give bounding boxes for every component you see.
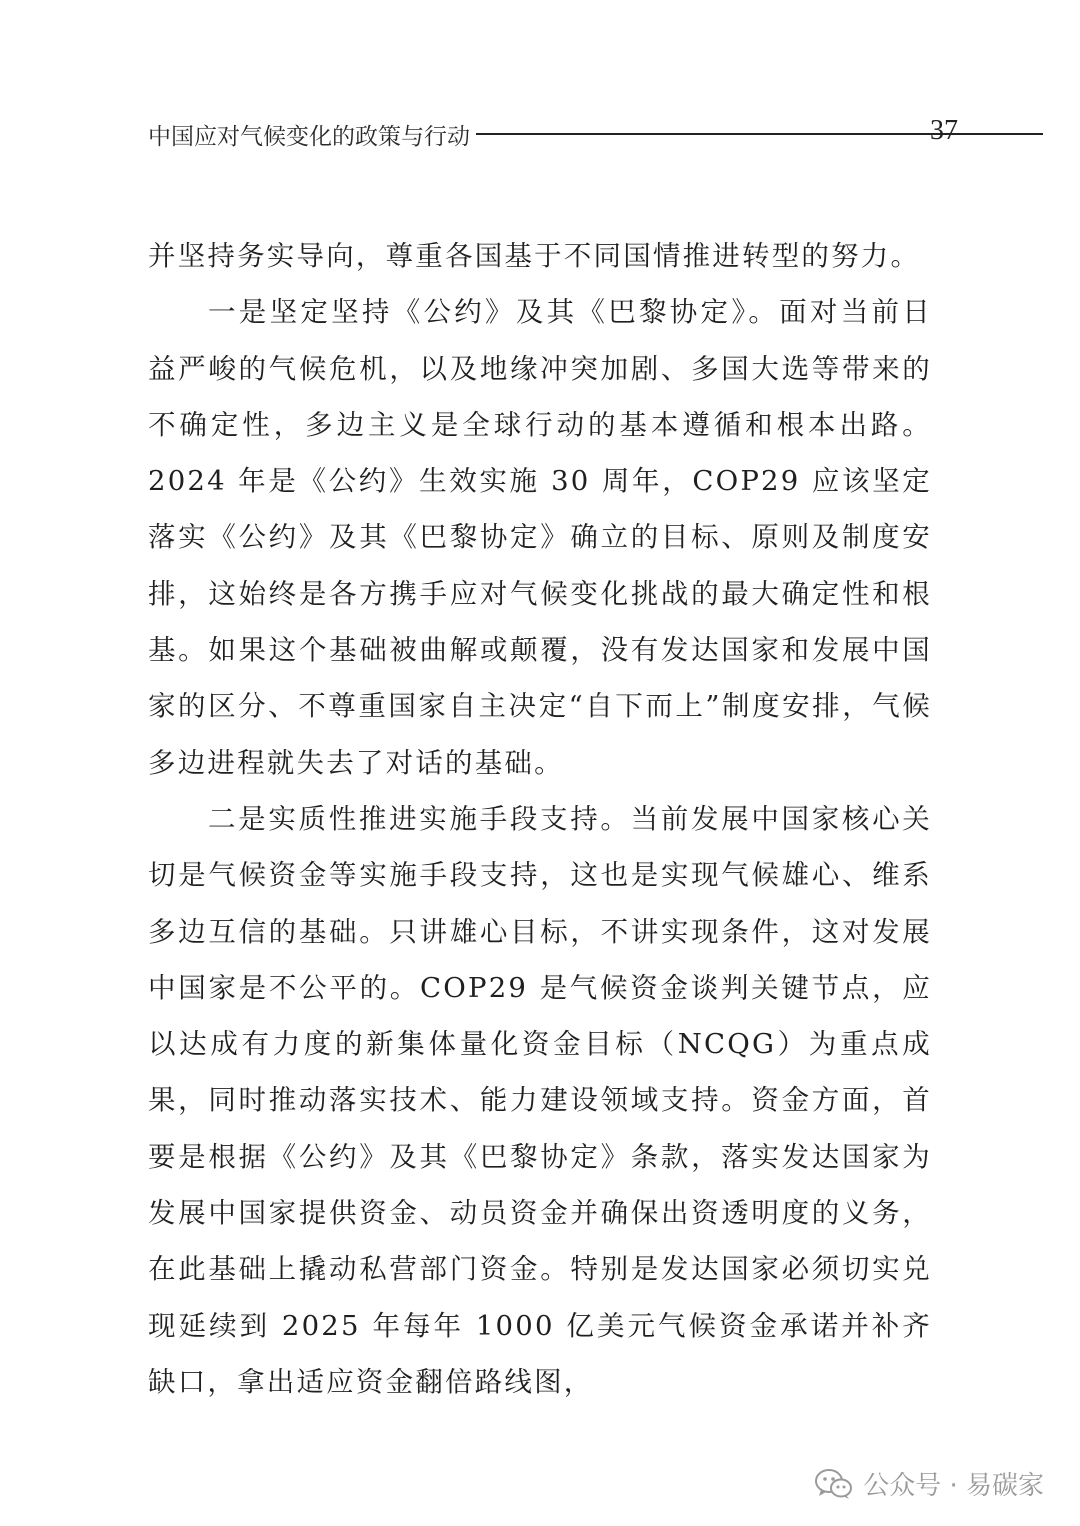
watermark <box>815 1465 1044 1502</box>
paragraph-point-one: 一是坚定坚持《公约》及其《巴黎协定》。面对当前日益严峻的气候危机，以及地缘冲突加剧、多国大选等带来的不确定性，多边主义是全球行动的基本遵循和根本出路。2024 年是《公约》生效实施 30 周年，COP29 应该坚定落实《公约》及其《巴黎协定》确立的目标、原则及制度安排，这始终是各方携手应对气候变化挑战的最大确定性和根基。如果这个基础被曲解或颠覆，没有发达国家和发展中国家的区分、不尊重国家自主决定“自下而上”制度安排，气候多边进程就失去了对话的基础。 <box>148 296 932 779</box>
header-title: 中国应对气候变化的政策与行动 <box>148 124 470 150</box>
watermark-text: 公众号 · 易碳家 <box>863 1471 1044 1501</box>
body-text <box>148 228 932 1410</box>
wechat-icon <box>815 1468 853 1500</box>
paragraph-intro: 并坚持务实导向，尊重各国基于不同国情推进转型的努力。 <box>148 240 921 272</box>
running-header <box>148 112 958 156</box>
page-number: 37 <box>930 115 958 146</box>
paragraph-point-two: 二是实质性推进实施手段支持。当前发展中国家核心关切是气候资金等实施手段支持，这也是实现气候雄心、维系多边互信的基础。只讲雄心目标，不讲实现条件，这对发展中国家是不公平的。COP29 是气候资金谈判关键节点，应以达成有力度的新集体量化资金目标（NCQG）为重点成果，同时推动落实技术、能力建设领域支持。资金方面，首要是根据《公约》及其《巴黎协定》条款，落实发达国家为发展中国家提供资金、动员资金并确保出资透明度的义务，在此基础上撬动私营部门资金。特别是发达国家必须切实兑现延续到 2025 年每年 1000 亿美元气候资金承诺并补齐缺口，拿出适应资金翻倍路线图， <box>148 802 932 1398</box>
